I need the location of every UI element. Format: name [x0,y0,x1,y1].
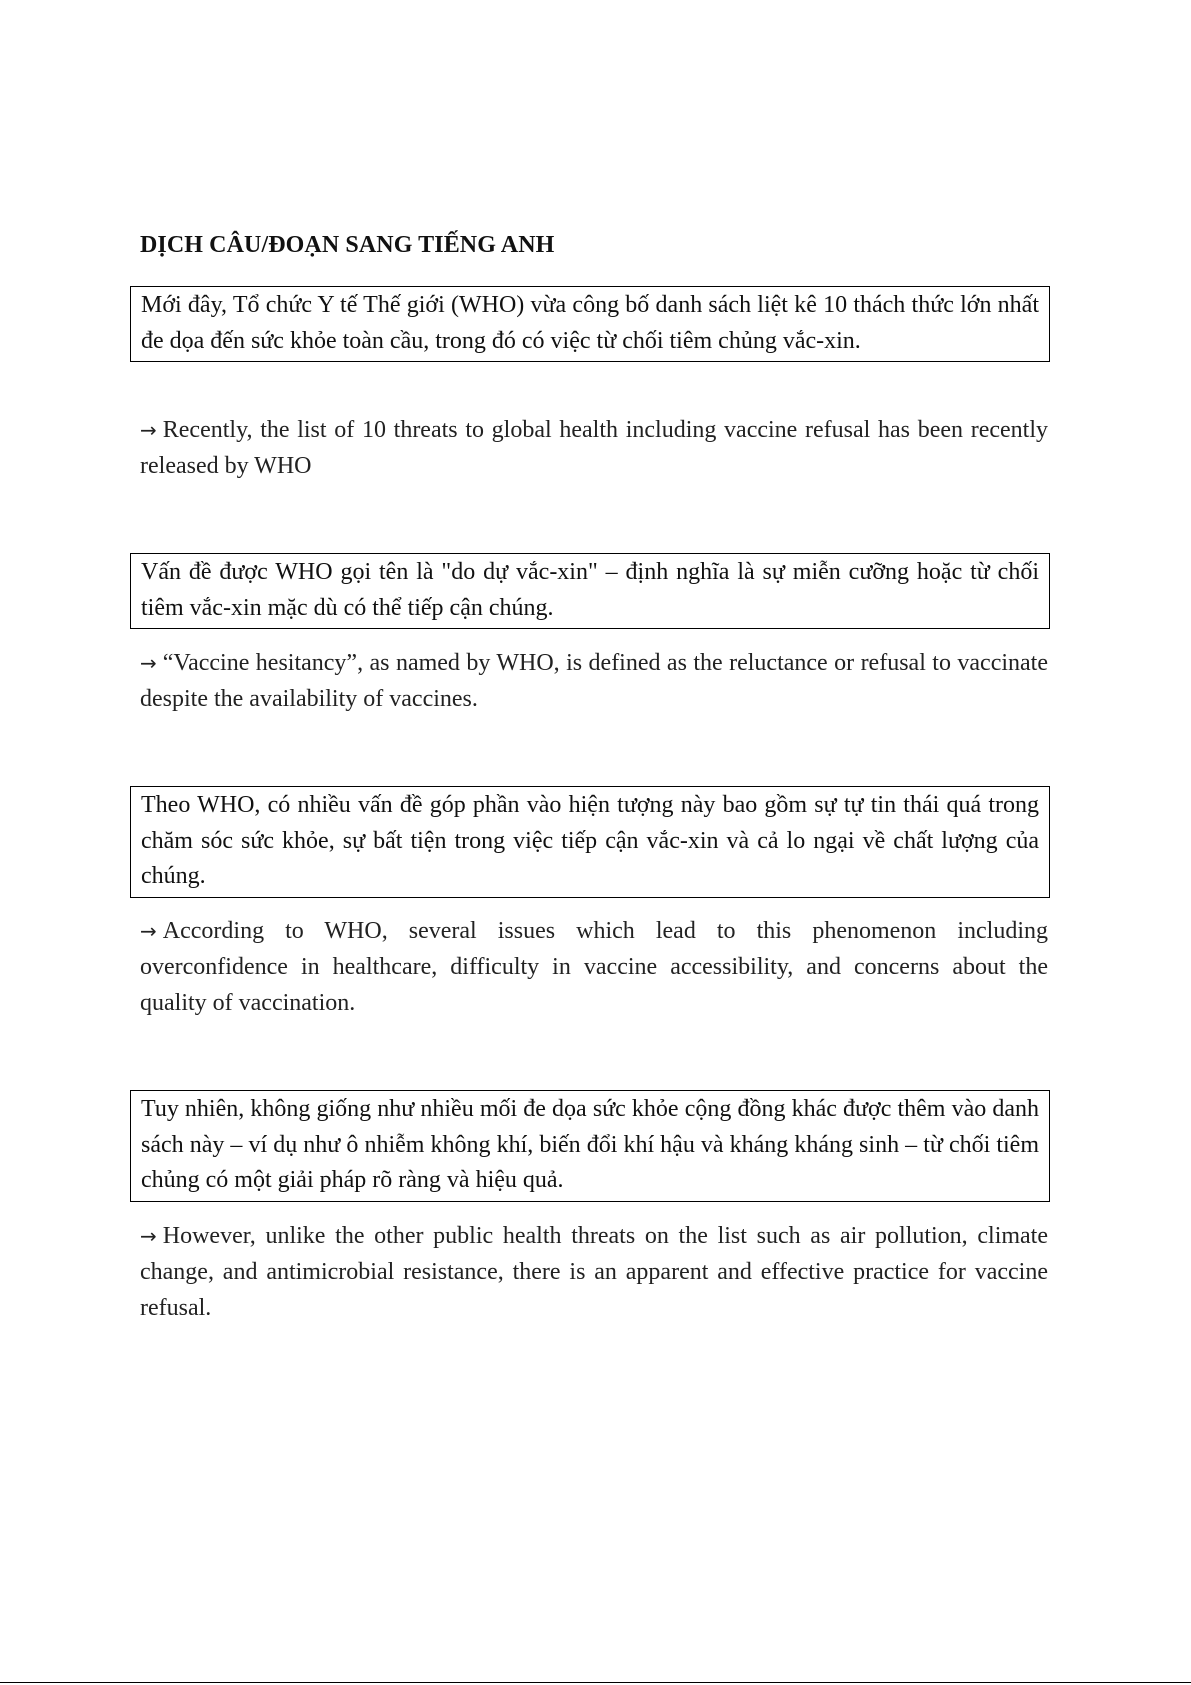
page-title: DỊCH CÂU/ĐOẠN SANG TIẾNG ANH [140,232,555,258]
vietnamese-source-box-3 [130,786,1050,898]
arrow-right-icon: → [140,1224,157,1248]
arrow-right-icon: → [140,919,157,943]
english-translation-2 [140,645,1048,717]
vietnamese-source-box-2 [130,553,1050,629]
footer-divider [0,1682,1191,1683]
vietnamese-source-text-4: Tuy nhiên, không giống như nhiều mối đe dọa sức khỏe cộng đồng khác được thêm vào danh sách này – ví dụ như ô nhiễm không khí, biến đổi khí hậu và kháng kháng sinh – từ chối tiêm chủng có một giải pháp rõ ràng và hiệu quả. [141,1096,1039,1193]
english-translation-text-4: However, unlike the other public health threats on the list such as air pollution, climate change, and antimicrobial resistance, there is an apparent and effective practice for vaccine refusal. [140,1223,1048,1321]
english-translation-text-2: “Vaccine hesitancy”, as named by WHO, is defined as the reluctance or refusal to vaccinate despite the availability of vaccines. [140,650,1048,712]
vietnamese-source-box-1 [130,286,1050,362]
arrow-right-icon: → [140,651,157,675]
vietnamese-source-box-4 [130,1090,1050,1202]
english-translation-1 [140,412,1048,484]
vietnamese-source-text-1: Mới đây, Tổ chức Y tế Thế giới (WHO) vừa công bố danh sách liệt kê 10 thách thức lớn nhất đe dọa đến sức khỏe toàn cầu, trong đó có việc từ chối tiêm chủng vắc-xin. [141,292,1039,354]
vietnamese-source-text-2: Vấn đề được WHO gọi tên là "do dự vắc-xin" – định nghĩa là sự miễn cưỡng hoặc từ chối tiêm vắc-xin mặc dù có thể tiếp cận chúng. [141,559,1039,621]
english-translation-4 [140,1218,1048,1326]
english-translation-text-3: According to WHO, several issues which lead to this phenomenon including overconfidence in healthcare, difficulty in vaccine accessibility, and concerns about the quality of vaccination. [140,918,1048,1016]
arrow-right-icon: → [140,418,157,442]
english-translation-3 [140,913,1048,1021]
english-translation-text-1: Recently, the list of 10 threats to global health including vaccine refusal has been recently released by WHO [140,417,1048,479]
vietnamese-source-text-3: Theo WHO, có nhiều vấn đề góp phần vào hiện tượng này bao gồm sự tự tin thái quá trong chăm sóc sức khỏe, sự bất tiện trong việc tiếp cận vắc-xin và cả lo ngại về chất lượng của chúng. [141,792,1039,889]
